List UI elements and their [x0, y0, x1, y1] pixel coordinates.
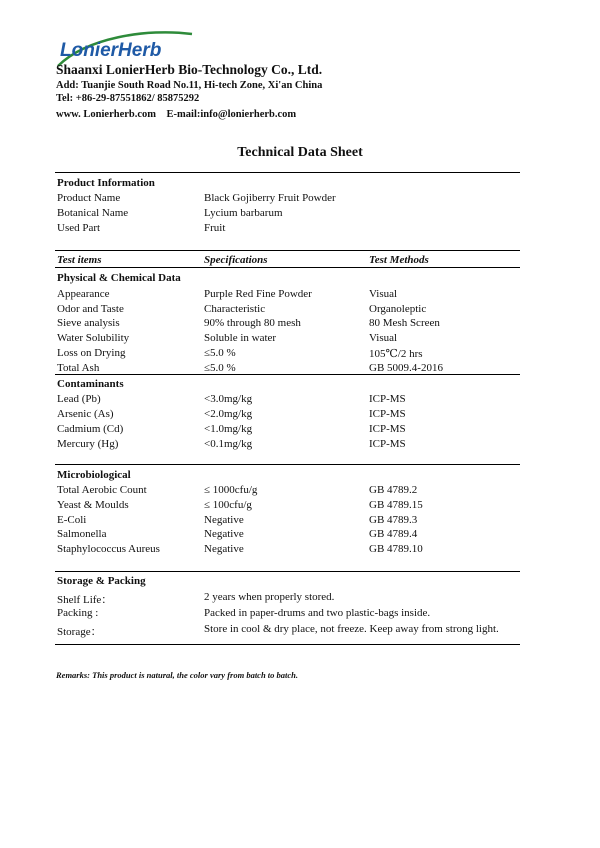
row-method: GB 4789.3	[369, 513, 418, 526]
header-test-methods: Test Methods	[369, 254, 429, 266]
table-row	[57, 484, 517, 498]
table-row	[57, 528, 517, 542]
row-method: ICP-MS	[369, 438, 406, 450]
row-method: GB 4789.15	[369, 498, 423, 511]
table-row	[57, 192, 517, 206]
row-method: ICP-MS	[369, 408, 406, 420]
row-value: <0.1mg/kg	[204, 438, 253, 450]
row-value: Store in cool & dry place, not freeze. Keep away from strong light.	[204, 623, 499, 635]
company-tel: Tel: +86-29-87551862/ 85875292	[56, 93, 200, 104]
table-row	[57, 543, 517, 557]
row-value: Characteristic	[204, 302, 266, 315]
divider	[55, 464, 520, 465]
row-item: Lead (Pb)	[57, 393, 101, 405]
company-address: Add: Tuanjie South Road No.11, Hi-tech Zone, Xi'an China	[56, 80, 323, 91]
row-item: Cadmium (Cd)	[57, 423, 124, 435]
divider	[55, 644, 520, 645]
row-item: Odor and Taste	[57, 302, 124, 315]
row-item: Loss on Drying	[57, 346, 126, 359]
row-value: <1.0mg/kg	[204, 423, 253, 435]
row-method: Visual	[369, 288, 398, 300]
remarks: Remarks: This product is natural, the color vary from batch to batch.	[56, 670, 299, 680]
row-item: Appearance	[57, 288, 110, 300]
row-value: Lycium barbarum	[204, 207, 283, 219]
company-web-email: www. Lonierherb.com E-mail:info@lonierherb.com	[56, 109, 297, 120]
contaminants-heading: Contaminants	[57, 378, 124, 390]
table-row	[57, 317, 517, 331]
table-row	[57, 514, 517, 528]
table-row	[57, 393, 517, 407]
table-row	[57, 288, 517, 302]
row-value: ≤ 1000cfu/g	[204, 484, 258, 496]
table-row	[57, 591, 517, 605]
row-item: Botanical Name	[57, 207, 129, 219]
row-item: Total Ash	[57, 361, 100, 374]
divider	[55, 267, 520, 268]
micro-heading: Microbiological	[57, 469, 131, 481]
row-method: 105℃/2 hrs	[369, 347, 423, 360]
divider	[55, 172, 520, 173]
table-row	[57, 303, 517, 317]
row-item: Total Aerobic Count	[57, 484, 147, 496]
row-item: Mercury (Hg)	[57, 438, 119, 450]
row-value: Negative	[204, 528, 244, 541]
test-table-header	[57, 254, 517, 268]
row-method: ICP-MS	[369, 393, 406, 405]
row-value: 90% through 80 mesh	[204, 317, 301, 330]
row-item: Used Part	[57, 222, 101, 234]
row-item: Shelf Life：	[57, 594, 113, 606]
row-item: Sieve analysis	[57, 317, 120, 330]
row-value: Soluble in water	[204, 332, 277, 345]
row-item: Salmonella	[57, 528, 107, 541]
storage-heading: Storage & Packing	[57, 575, 146, 587]
row-method: ICP-MS	[369, 423, 406, 435]
table-row	[57, 607, 517, 621]
row-item: Water Solubility	[57, 332, 130, 345]
row-value: Black Gojiberry Fruit Powder	[204, 192, 336, 204]
table-row	[57, 499, 517, 513]
company-name: Shaanxi LonierHerb Bio-Technology Co., Ltd.	[56, 62, 323, 77]
table-row	[57, 423, 517, 437]
row-method: GB 4789.2	[369, 484, 418, 496]
row-method: GB 4789.10	[369, 543, 423, 556]
row-item: Arsenic (As)	[57, 408, 114, 420]
table-row	[57, 222, 517, 236]
product-info-heading: Product Information	[57, 177, 155, 189]
document-title: Technical Data Sheet	[237, 145, 363, 160]
row-method: Visual	[369, 332, 398, 345]
header-specifications: Specifications	[204, 254, 268, 266]
row-item: Storage：	[57, 626, 102, 638]
logo-text: LonierHerb	[60, 40, 162, 61]
row-value: Negative	[204, 513, 244, 526]
row-value: ≤5.0 %	[204, 346, 236, 359]
row-method: Organoleptic	[369, 302, 427, 315]
row-item: Packing :	[57, 607, 99, 619]
row-method: 80 Mesh Screen	[369, 317, 440, 330]
row-item: Yeast & Moulds	[57, 498, 129, 511]
row-method: GB 5009.4-2016	[369, 361, 443, 374]
row-item: Staphylococcus Aureus	[57, 543, 160, 556]
table-row	[57, 347, 517, 361]
row-value: ≤ 100cfu/g	[204, 498, 252, 511]
table-row	[57, 207, 517, 221]
row-method: GB 4789.4	[369, 528, 418, 541]
row-value: <3.0mg/kg	[204, 393, 253, 405]
row-value: <2.0mg/kg	[204, 408, 253, 420]
header-test-items: Test items	[57, 254, 102, 266]
row-value: 2 years when properly stored.	[204, 591, 335, 603]
row-value: Packed in paper-drums and two plastic-bags inside.	[204, 607, 431, 619]
divider	[55, 374, 520, 375]
divider	[55, 571, 520, 572]
row-value: Fruit	[204, 222, 226, 234]
row-value: Negative	[204, 543, 244, 556]
row-item: Product Name	[57, 192, 121, 204]
divider	[55, 250, 520, 251]
table-row	[57, 408, 517, 422]
physical-heading: Physical & Chemical Data	[57, 272, 181, 284]
row-value: ≤5.0 %	[204, 361, 236, 374]
table-row	[57, 623, 517, 637]
table-row	[57, 332, 517, 346]
row-value: Purple Red Fine Powder	[204, 288, 312, 300]
table-row	[57, 438, 517, 452]
row-item: E-Coli	[57, 513, 87, 526]
